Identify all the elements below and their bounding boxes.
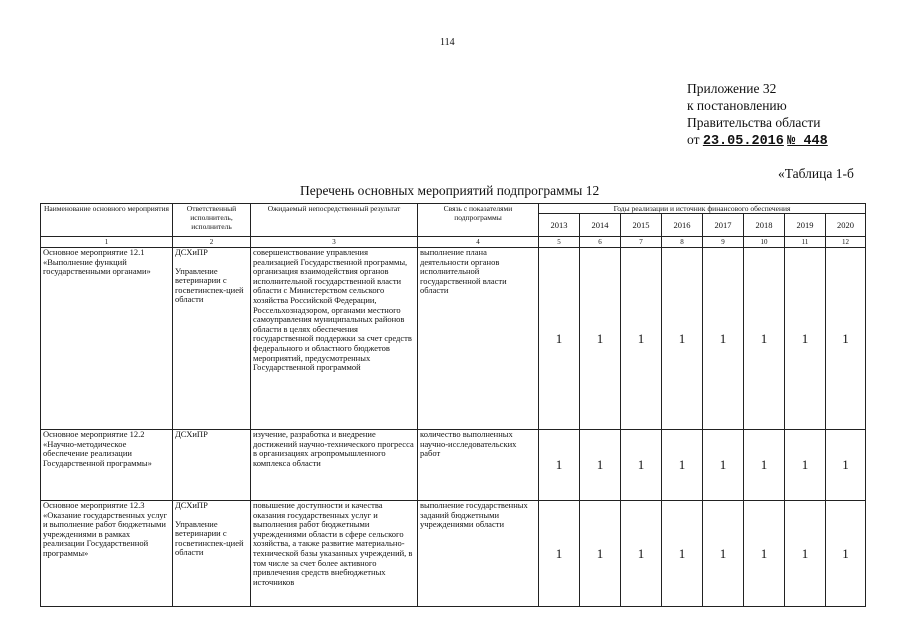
- measure-indicators: выполнение государственных заданий бюджетными учреждениями области: [418, 501, 539, 607]
- responsible-text: ДСХиПР: [175, 500, 208, 510]
- column-number: 10: [744, 237, 785, 248]
- table-row: [41, 430, 866, 501]
- measure-responsible: [173, 430, 251, 501]
- header-year: 2016: [662, 214, 703, 237]
- page-number: 114: [440, 37, 455, 48]
- year-value: 1: [539, 248, 580, 430]
- year-value: 1: [744, 501, 785, 607]
- measure-result: совершенствование управления реализацией Государственной программы, организация взаимодействия органов исполнительной государственной власти области с Министерством сельского хозяйства Российской Федерации, Россельхознадзором, органами местного самоуправления муниципальных районов области в целях обеспечения государственной поддержки за счет средств федерального и областного бюджетов мероприятий, предусмотренных Государственной программой: [251, 248, 418, 430]
- header-year: 2017: [703, 214, 744, 237]
- column-number: 3: [251, 237, 418, 248]
- year-value: 1: [662, 501, 703, 607]
- measure-responsible: [173, 501, 251, 607]
- year-value: 1: [785, 248, 826, 430]
- header-year: 2019: [785, 214, 826, 237]
- measures-table: [40, 203, 866, 607]
- header-year: 2014: [580, 214, 621, 237]
- year-value: 1: [703, 248, 744, 430]
- year-value: 1: [621, 248, 662, 430]
- appendix-line-3: Правительства области: [687, 115, 821, 130]
- column-number: 6: [580, 237, 621, 248]
- year-value: 1: [539, 501, 580, 607]
- header-year: 2020: [826, 214, 866, 237]
- executor-text: Управление ветеринарии с госветинспек-цией области: [175, 518, 244, 558]
- header-responsible: Ответственный исполнитель, исполнитель: [173, 204, 251, 237]
- document-title: Перечень основных мероприятий подпрограммы 12: [300, 183, 600, 198]
- year-value: 1: [662, 248, 703, 430]
- year-value: 1: [785, 501, 826, 607]
- year-value: 1: [785, 430, 826, 501]
- year-value: 1: [580, 430, 621, 501]
- year-value: 1: [703, 430, 744, 501]
- appendix-line-1: Приложение 32: [687, 81, 777, 96]
- measure-name: Основное мероприятие 12.2 «Научно-методическое обеспечение реализации Государственной программы»: [41, 430, 173, 501]
- year-value: 1: [580, 501, 621, 607]
- column-number: 5: [539, 237, 580, 248]
- measure-result: повышение доступности и качества оказания государственных услуг и выполнения работ бюджетными учреждениями области в сфере сельского хозяйства, а также развитие материально-технической базы указанных учреждений, в том числе за счет более активного привлечения средств внебюджетных источников: [251, 501, 418, 607]
- column-number: 2: [173, 237, 251, 248]
- column-number: 11: [785, 237, 826, 248]
- column-number: 12: [826, 237, 866, 248]
- header-name: Наименование основного мероприятия: [41, 204, 173, 237]
- column-number: 4: [418, 237, 539, 248]
- measure-indicators: количество выполненных научно-исследовательских работ: [418, 430, 539, 501]
- year-value: 1: [662, 430, 703, 501]
- measure-result: изучение, разработка и внедрение достижений научно-технического прогресса в организациях агропромышленного комплекса области: [251, 430, 418, 501]
- header-year: 2013: [539, 214, 580, 237]
- year-value: 1: [826, 501, 866, 607]
- column-number: 7: [621, 237, 662, 248]
- header-years-group: Годы реализации и источник финансового обеспечения: [539, 204, 866, 214]
- column-number: 8: [662, 237, 703, 248]
- year-value: 1: [826, 430, 866, 501]
- table-row: [41, 501, 866, 607]
- responsible-text: ДСХиПР: [175, 429, 208, 439]
- executor-text: Управление ветеринарии с госветинспек-цией области: [175, 265, 244, 305]
- year-value: 1: [703, 501, 744, 607]
- measure-name: Основное мероприятие 12.1 «Выполнение функций государственными органами»: [41, 248, 173, 430]
- table-label: «Таблица 1-б: [778, 166, 854, 181]
- appendix-date: 23.05.2016: [702, 134, 784, 149]
- appendix-date-prefix: от: [687, 132, 700, 147]
- responsible-text: ДСХиПР: [175, 247, 208, 257]
- year-value: 1: [744, 430, 785, 501]
- measure-indicators: выполнение плана деятельности органов исполнительной государственной власти области: [418, 248, 539, 430]
- year-value: 1: [744, 248, 785, 430]
- appendix-block: [687, 80, 828, 150]
- header-indicators: Связь с показателями подпрограммы: [418, 204, 539, 237]
- year-value: 1: [621, 501, 662, 607]
- appendix-line-2: к постановлению: [687, 98, 787, 113]
- measure-responsible: [173, 248, 251, 430]
- header-year: 2015: [621, 214, 662, 237]
- table-row: [41, 248, 866, 430]
- year-value: 1: [539, 430, 580, 501]
- measure-name: Основное мероприятие 12.3 «Оказание государственных услуг и выполнение работ бюджетными учреждениями в рамках реализации Государственной программы»: [41, 501, 173, 607]
- header-year: 2018: [744, 214, 785, 237]
- appendix-number: № 448: [787, 134, 828, 149]
- column-number: 1: [41, 237, 173, 248]
- year-value: 1: [826, 248, 866, 430]
- header-result: Ожидаемый непосредственный результат: [251, 204, 418, 237]
- year-value: 1: [621, 430, 662, 501]
- year-value: 1: [580, 248, 621, 430]
- appendix-line-4: [687, 131, 828, 150]
- column-number: 9: [703, 237, 744, 248]
